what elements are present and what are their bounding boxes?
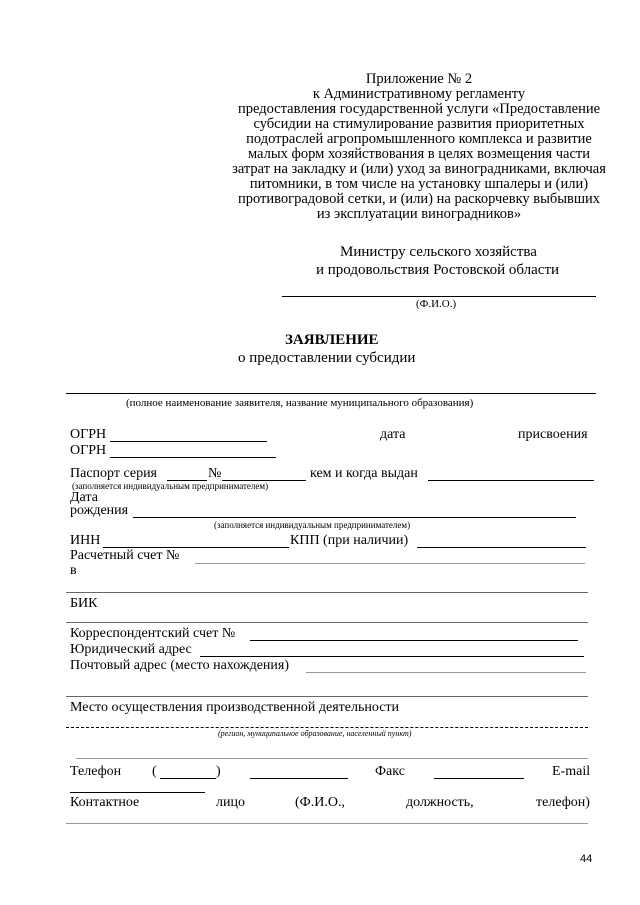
postal-address-label: Почтовый адрес (место нахождения): [70, 658, 289, 673]
header-line: затрат на закладку и (или) уход за виноградниками, включая: [232, 161, 606, 177]
ogrn-field: [110, 441, 267, 442]
legal-address-label: Юридический адрес: [70, 642, 192, 657]
telephone-label: телефон): [536, 795, 590, 810]
page-number: 44: [580, 853, 593, 865]
region-line: [76, 758, 588, 759]
position-label: должность,: [406, 795, 474, 810]
issued-label: кем и когда выдан: [310, 466, 418, 481]
header-line: малых форм хозяйствования в целях возмещения части: [247, 146, 590, 162]
phone-paren-close: ): [216, 764, 221, 779]
contact-label: Контактное: [70, 795, 140, 810]
addressee-line-2: и продовольствия Ростовской области: [316, 262, 560, 278]
contact-line: [66, 823, 588, 824]
header-line: подотраслей агропромышленного комплекса и развитие: [246, 131, 592, 147]
production-place-label: Место осуществления производственной деятельности: [70, 700, 400, 715]
kpp-field: [417, 547, 586, 548]
corr-account-label: Корреспондентский счет №: [70, 626, 236, 641]
bank-line: [66, 592, 588, 593]
email-field: [70, 792, 205, 793]
phone-number-field: [250, 778, 348, 779]
passport-number-label: №: [208, 466, 222, 481]
phone-label: Телефон: [70, 764, 122, 779]
header-line: предоставления государственной услуги «Предоставление: [237, 101, 601, 117]
bank-in-label: в: [70, 563, 77, 578]
header-line: субсидии на стимулирование развития приоритетных: [253, 116, 585, 132]
issued-field: [428, 480, 594, 481]
postal-address-line: [66, 696, 588, 697]
date-label: дата: [380, 427, 406, 442]
phone-paren-open: (: [152, 764, 157, 779]
account-field: [195, 563, 585, 564]
postal-address-field: [306, 672, 586, 673]
corr-account-field: [250, 640, 578, 641]
header-line: Приложение № 2: [365, 71, 473, 87]
ogrn-date-field: [110, 457, 276, 458]
header-line: питомники, в том числе на установку шпалеры и (или): [249, 176, 589, 192]
region-caption: (регион, муниципальное образование, населенный пункт): [218, 729, 412, 738]
ip-caption-1: (заполняется индивидуальным предпринимателем): [72, 481, 269, 491]
account-label: Расчетный счет №: [70, 548, 180, 563]
applicant-caption: (полное наименование заявителя, название муниципального образования): [126, 397, 474, 409]
fio-caption: (Ф.И.О.): [416, 298, 457, 310]
passport-series-label: Паспорт серия: [70, 466, 157, 481]
bik-line: [66, 622, 588, 623]
ogrn-label: ОГРН: [70, 427, 107, 442]
email-label: E-mail: [552, 764, 591, 779]
fio-label: (Ф.И.О.,: [295, 795, 345, 810]
appendix-header: [218, 72, 620, 222]
birth-date-field: [133, 517, 576, 518]
addressee-line-1: Министру сельского хозяйства: [340, 244, 537, 260]
header-line: противоградовой сетки, и (или) на раскорчевку выбывших: [237, 191, 601, 207]
bik-label: БИК: [70, 596, 98, 611]
phone-code-field: [160, 778, 216, 779]
kpp-label: КПП (при наличии): [290, 533, 409, 548]
fax-label: Факс: [375, 764, 405, 779]
ip-caption-2: (заполняется индивидуальным предпринимателем): [214, 520, 411, 530]
person-label: лицо: [216, 795, 245, 810]
header-line: из эксплуатации виноградников»: [316, 206, 522, 222]
date-word: Дата: [70, 490, 98, 505]
birth-word: рождения: [70, 503, 129, 518]
legal-address-field: [200, 656, 584, 657]
fio-line: [282, 296, 596, 297]
header-line: к Административному регламенту: [312, 86, 526, 102]
inn-label: ИНН: [70, 533, 101, 548]
page-subtitle: о предоставлении субсидии: [238, 350, 416, 366]
production-place-line: [66, 727, 588, 728]
assignment-label: присвоения: [518, 427, 588, 442]
applicant-line: [66, 393, 596, 394]
ogrn-label-2: ОГРН: [70, 443, 107, 458]
fax-field: [434, 778, 524, 779]
page-title: ЗАЯВЛЕНИЕ: [285, 332, 379, 348]
